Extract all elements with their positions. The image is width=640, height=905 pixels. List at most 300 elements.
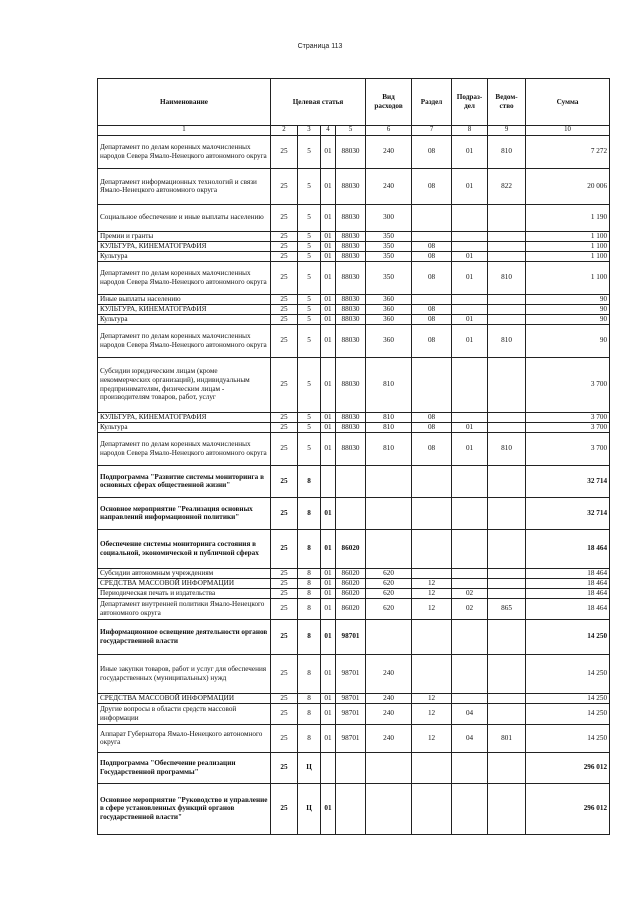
table-row xyxy=(98,465,610,497)
section: 08 xyxy=(412,324,452,357)
subsection: 01 xyxy=(452,168,488,204)
row-name: Обеспечение системы мониторинга состояния в социальной, экономической и публичной сферах xyxy=(98,529,271,568)
target-article-part-3: 01 xyxy=(321,324,336,357)
subsection xyxy=(452,465,488,497)
header-subsection: Подраз-дел xyxy=(452,79,488,126)
section: 08 xyxy=(412,412,452,422)
amount: 18 464 xyxy=(526,568,610,578)
target-article-part-3 xyxy=(321,752,336,783)
expense-type: 620 xyxy=(366,588,412,598)
target-article-part-4: 98701 xyxy=(336,654,366,693)
expense-type xyxy=(366,465,412,497)
target-article-part-3: 01 xyxy=(321,619,336,654)
section: 08 xyxy=(412,304,452,314)
section: 12 xyxy=(412,703,452,724)
row-name: Культура xyxy=(98,314,271,324)
target-article-part-4: 86020 xyxy=(336,598,366,619)
section: 08 xyxy=(412,432,452,465)
amount: 90 xyxy=(526,324,610,357)
row-name: Периодическая печать и издательства xyxy=(98,588,271,598)
target-article-part-4: 88030 xyxy=(336,314,366,324)
target-article-part-2: 8 xyxy=(298,588,321,598)
amount: 90 xyxy=(526,294,610,304)
table-row xyxy=(98,529,610,568)
target-article-part-4: 88030 xyxy=(336,241,366,251)
target-article-part-4: 88030 xyxy=(336,422,366,432)
department-code xyxy=(488,578,526,588)
subsection xyxy=(452,783,488,834)
row-name: Иные выплаты населению xyxy=(98,294,271,304)
target-article-part-2: 5 xyxy=(298,261,321,294)
table-row xyxy=(98,422,610,432)
amount: 32 714 xyxy=(526,497,610,529)
expense-type: 240 xyxy=(366,703,412,724)
column-number: 4 xyxy=(321,126,336,136)
amount: 1 100 xyxy=(526,251,610,261)
target-article-part-2: 5 xyxy=(298,135,321,168)
target-article-part-4: 88030 xyxy=(336,304,366,314)
table-row xyxy=(98,324,610,357)
target-article-part-2: 5 xyxy=(298,422,321,432)
target-article-part-2: 5 xyxy=(298,294,321,304)
target-article-part-4: 88030 xyxy=(336,412,366,422)
target-article-part-1: 25 xyxy=(271,654,298,693)
section: 08 xyxy=(412,251,452,261)
amount: 18 464 xyxy=(526,529,610,568)
amount: 18 464 xyxy=(526,578,610,588)
subsection: 01 xyxy=(452,324,488,357)
department-code: 810 xyxy=(488,432,526,465)
row-name: Департамент по делам коренных малочисленных народов Севера Ямало-Ненецкого автономного округа xyxy=(98,261,271,294)
table-row xyxy=(98,568,610,578)
department-code xyxy=(488,783,526,834)
column-number: 8 xyxy=(452,126,488,136)
expense-type: 240 xyxy=(366,168,412,204)
row-name: Департамент по делам коренных малочисленных народов Севера Ямало-Ненецкого автономного округа xyxy=(98,135,271,168)
target-article-part-4: 86020 xyxy=(336,568,366,578)
section xyxy=(412,529,452,568)
target-article-part-2: 5 xyxy=(298,324,321,357)
target-article-part-4: 88030 xyxy=(336,324,366,357)
department-code: 801 xyxy=(488,724,526,752)
expense-type: 360 xyxy=(366,324,412,357)
target-article-part-1: 25 xyxy=(271,412,298,422)
column-number: 1 xyxy=(98,126,271,136)
target-article-part-1: 25 xyxy=(271,324,298,357)
row-name: Основное мероприятие "Руководство и управление в сфере установленных функций органов государственной власти" xyxy=(98,783,271,834)
department-code xyxy=(488,294,526,304)
department-code xyxy=(488,241,526,251)
target-article-part-4 xyxy=(336,465,366,497)
department-code xyxy=(488,529,526,568)
subsection xyxy=(452,231,488,241)
section: 08 xyxy=(412,135,452,168)
expense-type xyxy=(366,783,412,834)
department-code: 810 xyxy=(488,324,526,357)
table-row xyxy=(98,752,610,783)
row-name: Другие вопросы в области средств массовой информации xyxy=(98,703,271,724)
amount: 90 xyxy=(526,314,610,324)
row-name: Культура xyxy=(98,422,271,432)
amount: 32 714 xyxy=(526,465,610,497)
target-article-part-1: 25 xyxy=(271,294,298,304)
amount: 18 464 xyxy=(526,598,610,619)
row-name: КУЛЬТУРА, КИНЕМАТОГРАФИЯ xyxy=(98,304,271,314)
target-article-part-3: 01 xyxy=(321,231,336,241)
target-article-part-4: 86020 xyxy=(336,588,366,598)
target-article-part-3: 01 xyxy=(321,568,336,578)
target-article-part-1: 25 xyxy=(271,261,298,294)
subsection xyxy=(452,578,488,588)
target-article-part-4: 88030 xyxy=(336,294,366,304)
column-number: 3 xyxy=(298,126,321,136)
target-article-part-3: 01 xyxy=(321,241,336,251)
target-article-part-4: 88030 xyxy=(336,231,366,241)
target-article-part-1: 25 xyxy=(271,314,298,324)
amount: 3 700 xyxy=(526,357,610,412)
target-article-part-3 xyxy=(321,465,336,497)
department-code xyxy=(488,314,526,324)
expense-type: 240 xyxy=(366,135,412,168)
table-row xyxy=(98,619,610,654)
amount: 7 272 xyxy=(526,135,610,168)
target-article-part-1: 25 xyxy=(271,168,298,204)
target-article-part-2: 8 xyxy=(298,578,321,588)
target-article-part-1: 25 xyxy=(271,251,298,261)
subsection: 02 xyxy=(452,598,488,619)
section xyxy=(412,465,452,497)
subsection: 01 xyxy=(452,314,488,324)
amount: 1 100 xyxy=(526,241,610,251)
target-article-part-1: 25 xyxy=(271,241,298,251)
expense-type: 350 xyxy=(366,231,412,241)
target-article-part-1: 25 xyxy=(271,422,298,432)
column-number: 2 xyxy=(271,126,298,136)
expense-type xyxy=(366,752,412,783)
section: 08 xyxy=(412,168,452,204)
target-article-part-4: 98701 xyxy=(336,693,366,703)
table-row xyxy=(98,168,610,204)
table-row xyxy=(98,241,610,251)
target-article-part-4 xyxy=(336,783,366,834)
section: 12 xyxy=(412,578,452,588)
subsection xyxy=(452,654,488,693)
target-article-part-2: 5 xyxy=(298,314,321,324)
target-article-part-2: 5 xyxy=(298,204,321,231)
target-article-part-2: Ц xyxy=(298,783,321,834)
amount: 14 250 xyxy=(526,703,610,724)
section: 08 xyxy=(412,241,452,251)
amount: 3 700 xyxy=(526,412,610,422)
row-name: Культура xyxy=(98,251,271,261)
expense-type: 350 xyxy=(366,261,412,294)
target-article-part-3: 01 xyxy=(321,703,336,724)
target-article-part-3: 01 xyxy=(321,412,336,422)
amount: 14 250 xyxy=(526,693,610,703)
expense-type: 810 xyxy=(366,422,412,432)
column-number: 10 xyxy=(526,126,610,136)
expense-type: 620 xyxy=(366,568,412,578)
amount: 14 250 xyxy=(526,654,610,693)
section xyxy=(412,619,452,654)
table-row xyxy=(98,314,610,324)
table-row xyxy=(98,231,610,241)
target-article-part-1: 25 xyxy=(271,724,298,752)
section xyxy=(412,204,452,231)
table-row xyxy=(98,724,610,752)
expense-type: 240 xyxy=(366,724,412,752)
target-article-part-1: 25 xyxy=(271,588,298,598)
target-article-part-3: 01 xyxy=(321,168,336,204)
subsection xyxy=(452,357,488,412)
target-article-part-3: 01 xyxy=(321,135,336,168)
department-code xyxy=(488,619,526,654)
row-name: Подпрограмма "Обеспечение реализации Государственной программы" xyxy=(98,752,271,783)
table-row xyxy=(98,251,610,261)
header-name: Наименование xyxy=(98,79,271,126)
table-row xyxy=(98,304,610,314)
department-code xyxy=(488,752,526,783)
target-article-part-2: 8 xyxy=(298,529,321,568)
target-article-part-4: 88030 xyxy=(336,357,366,412)
expense-type: 810 xyxy=(366,357,412,412)
target-article-part-2: 8 xyxy=(298,497,321,529)
subsection xyxy=(452,568,488,578)
target-article-part-1: 25 xyxy=(271,204,298,231)
department-code xyxy=(488,422,526,432)
target-article-part-2: 8 xyxy=(298,465,321,497)
header-row xyxy=(98,79,610,126)
target-article-part-2: 5 xyxy=(298,357,321,412)
subsection xyxy=(452,693,488,703)
target-article-part-4 xyxy=(336,497,366,529)
section: 12 xyxy=(412,588,452,598)
table-row xyxy=(98,135,610,168)
table-row xyxy=(98,654,610,693)
row-name: Субсидии юридическим лицам (кроме некоммерческих организаций), индивидуальным предпринимателям, физическим лицам - производителям товаров, работ, услуг xyxy=(98,357,271,412)
department-code xyxy=(488,304,526,314)
section xyxy=(412,783,452,834)
target-article-part-4: 98701 xyxy=(336,619,366,654)
subsection xyxy=(452,241,488,251)
department-code xyxy=(488,357,526,412)
expense-type xyxy=(366,529,412,568)
section: 08 xyxy=(412,422,452,432)
department-code xyxy=(488,231,526,241)
target-article-part-3: 01 xyxy=(321,432,336,465)
expense-type: 300 xyxy=(366,204,412,231)
section xyxy=(412,497,452,529)
subsection: 02 xyxy=(452,588,488,598)
amount: 1 100 xyxy=(526,261,610,294)
target-article-part-1: 25 xyxy=(271,752,298,783)
target-article-part-3: 01 xyxy=(321,588,336,598)
target-article-part-2: 5 xyxy=(298,412,321,422)
target-article-part-3: 01 xyxy=(321,261,336,294)
row-name: КУЛЬТУРА, КИНЕМАТОГРАФИЯ xyxy=(98,412,271,422)
department-code xyxy=(488,497,526,529)
section xyxy=(412,654,452,693)
row-name: Социальное обеспечение и иные выплаты населению xyxy=(98,204,271,231)
section: 12 xyxy=(412,693,452,703)
header-sum: Сумма xyxy=(526,79,610,126)
amount: 296 012 xyxy=(526,752,610,783)
target-article-part-3: 01 xyxy=(321,314,336,324)
table-row xyxy=(98,357,610,412)
amount: 1 100 xyxy=(526,231,610,241)
target-article-part-2: 8 xyxy=(298,724,321,752)
target-article-part-3: 01 xyxy=(321,529,336,568)
row-name: Иные закупки товаров, работ и услуг для обеспечения государственных (муниципальных) нужд xyxy=(98,654,271,693)
subsection xyxy=(452,497,488,529)
section xyxy=(412,294,452,304)
department-code: 810 xyxy=(488,261,526,294)
amount: 18 464 xyxy=(526,588,610,598)
row-name: Основное мероприятие "Реализация основных направлений информационной политики" xyxy=(98,497,271,529)
table-body xyxy=(98,135,610,834)
amount: 296 012 xyxy=(526,783,610,834)
section: 12 xyxy=(412,724,452,752)
target-article-part-1: 25 xyxy=(271,568,298,578)
table-row xyxy=(98,783,610,834)
section xyxy=(412,357,452,412)
table-row xyxy=(98,294,610,304)
row-name: Информационное освещение деятельности органов государственной власти xyxy=(98,619,271,654)
column-number: 9 xyxy=(488,126,526,136)
expense-type: 350 xyxy=(366,251,412,261)
department-code xyxy=(488,693,526,703)
section xyxy=(412,568,452,578)
target-article-part-2: 8 xyxy=(298,568,321,578)
target-article-part-3: 01 xyxy=(321,204,336,231)
header-department: Ведом-ство xyxy=(488,79,526,126)
target-article-part-1: 25 xyxy=(271,783,298,834)
table-row xyxy=(98,261,610,294)
target-article-part-2: 5 xyxy=(298,231,321,241)
target-article-part-2: 8 xyxy=(298,654,321,693)
target-article-part-3: 01 xyxy=(321,497,336,529)
department-code: 822 xyxy=(488,168,526,204)
department-code xyxy=(488,412,526,422)
amount: 20 006 xyxy=(526,168,610,204)
table-row xyxy=(98,578,610,588)
section xyxy=(412,231,452,241)
row-name: Департамент по делам коренных малочисленных народов Севера Ямало-Ненецкого автономного округа xyxy=(98,324,271,357)
expense-type: 240 xyxy=(366,654,412,693)
expense-type: 810 xyxy=(366,432,412,465)
amount: 3 700 xyxy=(526,432,610,465)
expense-type: 360 xyxy=(366,294,412,304)
target-article-part-3: 01 xyxy=(321,724,336,752)
target-article-part-2: 5 xyxy=(298,241,321,251)
table-row xyxy=(98,693,610,703)
target-article-part-2: 8 xyxy=(298,598,321,619)
subsection: 04 xyxy=(452,703,488,724)
row-name: СРЕДСТВА МАССОВОЙ ИНФОРМАЦИИ xyxy=(98,693,271,703)
row-name: СРЕДСТВА МАССОВОЙ ИНФОРМАЦИИ xyxy=(98,578,271,588)
target-article-part-4: 98701 xyxy=(336,724,366,752)
target-article-part-1: 25 xyxy=(271,357,298,412)
department-code xyxy=(488,251,526,261)
table-row xyxy=(98,703,610,724)
column-number: 7 xyxy=(412,126,452,136)
target-article-part-2: 5 xyxy=(298,168,321,204)
section xyxy=(412,752,452,783)
amount: 90 xyxy=(526,304,610,314)
target-article-part-3: 01 xyxy=(321,422,336,432)
row-name: Субсидии автономным учреждениям xyxy=(98,568,271,578)
target-article-part-4 xyxy=(336,752,366,783)
target-article-part-4: 88030 xyxy=(336,204,366,231)
section: 12 xyxy=(412,598,452,619)
subsection: 01 xyxy=(452,251,488,261)
row-name: КУЛЬТУРА, КИНЕМАТОГРАФИЯ xyxy=(98,241,271,251)
target-article-part-2: 5 xyxy=(298,432,321,465)
target-article-part-3: 01 xyxy=(321,251,336,261)
target-article-part-3: 01 xyxy=(321,693,336,703)
department-code xyxy=(488,654,526,693)
table-row xyxy=(98,497,610,529)
target-article-part-1: 25 xyxy=(271,135,298,168)
budget-table xyxy=(97,78,610,835)
target-article-part-1: 25 xyxy=(271,497,298,529)
target-article-part-3: 01 xyxy=(321,598,336,619)
target-article-part-1: 25 xyxy=(271,432,298,465)
subsection xyxy=(452,752,488,783)
subsection xyxy=(452,294,488,304)
target-article-part-1: 25 xyxy=(271,304,298,314)
target-article-part-4: 88030 xyxy=(336,168,366,204)
expense-type xyxy=(366,619,412,654)
subsection: 01 xyxy=(452,261,488,294)
target-article-part-4: 86020 xyxy=(336,578,366,588)
row-name: Департамент внутренней политики Ямало-Ненецкого автономного округа xyxy=(98,598,271,619)
target-article-part-2: 8 xyxy=(298,693,321,703)
target-article-part-3: 01 xyxy=(321,357,336,412)
amount: 14 250 xyxy=(526,724,610,752)
table-row xyxy=(98,412,610,422)
subsection: 01 xyxy=(452,432,488,465)
target-article-part-3: 01 xyxy=(321,654,336,693)
section: 08 xyxy=(412,261,452,294)
table-row xyxy=(98,204,610,231)
expense-type xyxy=(366,497,412,529)
table-row xyxy=(98,432,610,465)
row-name: Аппарат Губернатора Ямало-Ненецкого автономного округа xyxy=(98,724,271,752)
subsection: 01 xyxy=(452,422,488,432)
section: 08 xyxy=(412,314,452,324)
department-code xyxy=(488,568,526,578)
subsection xyxy=(452,304,488,314)
target-article-part-1: 25 xyxy=(271,529,298,568)
target-article-part-3: 01 xyxy=(321,304,336,314)
row-name: Премии и гранты xyxy=(98,231,271,241)
expense-type: 350 xyxy=(366,241,412,251)
expense-type: 360 xyxy=(366,314,412,324)
target-article-part-3: 01 xyxy=(321,578,336,588)
target-article-part-4: 98701 xyxy=(336,703,366,724)
header-expense-type: Вид расходов xyxy=(366,79,412,126)
amount: 1 190 xyxy=(526,204,610,231)
target-article-part-4: 88030 xyxy=(336,261,366,294)
subsection xyxy=(452,529,488,568)
subsection xyxy=(452,412,488,422)
subsection: 04 xyxy=(452,724,488,752)
row-name: Департамент информационных технологий и связи Ямало-Ненецкого автономного округа xyxy=(98,168,271,204)
column-number: 5 xyxy=(336,126,366,136)
department-code: 810 xyxy=(488,135,526,168)
department-code: 865 xyxy=(488,598,526,619)
